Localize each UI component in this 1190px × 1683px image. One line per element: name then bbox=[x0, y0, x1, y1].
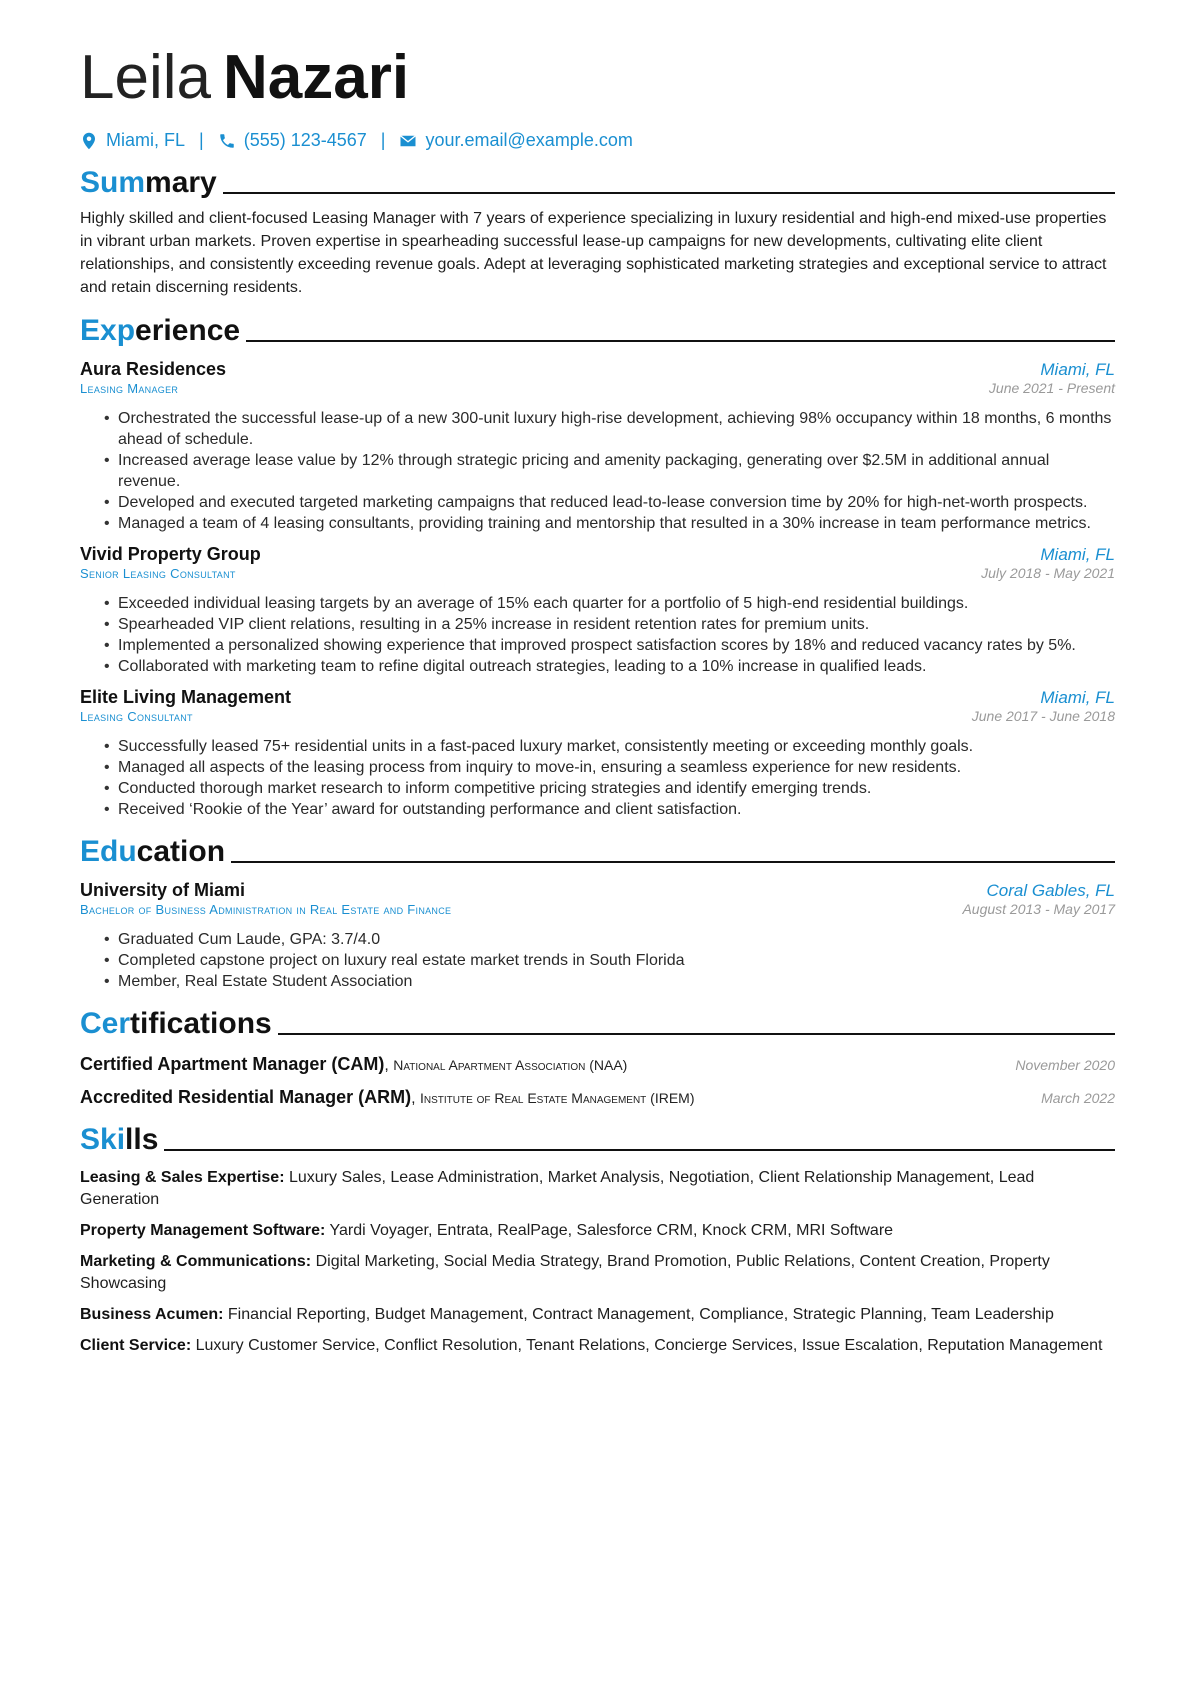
section-divider bbox=[223, 192, 1115, 194]
bullet-item: • Orchestrated the successful lease-up of a new 300-unit luxury high-rise development, achieving 98% occupancy within 18 months, 6 months ahead of schedule. bbox=[118, 408, 1115, 450]
skill-row bbox=[80, 1251, 1115, 1295]
cert-name: Accredited Residential Manager (ARM) bbox=[80, 1087, 412, 1107]
section-divider bbox=[246, 340, 1115, 342]
job-entry bbox=[80, 359, 1115, 534]
certification-item: Accredited Residential Manager (ARM), Institute of Real Estate Management (IREM) March 2022 bbox=[80, 1087, 1115, 1107]
skill-row bbox=[80, 1304, 1115, 1326]
experience-section-header bbox=[80, 313, 1115, 349]
bullet-item: • Developed and executed targeted marketing campaigns that reduced lead-to-lease conversion time by 20% for high-net-worth prospects. bbox=[118, 492, 1115, 513]
job-role: Leasing Consultant bbox=[80, 709, 193, 724]
contact-separator: | bbox=[380, 130, 386, 150]
school-location: Coral Gables, FL bbox=[986, 881, 1115, 900]
cert-issuer: Institute of Real Estate Management (IREM) bbox=[419, 1090, 695, 1106]
cert-date: November 2020 bbox=[1015, 1057, 1115, 1073]
bullet-item: • Member, Real Estate Student Association bbox=[118, 971, 1115, 992]
bullet-item: • Spearheaded VIP client relations, resulting in a 25% increase in resident retention rates for premium units. bbox=[118, 614, 1115, 635]
job-location: Miami, FL bbox=[1040, 545, 1115, 564]
contact-bar bbox=[80, 130, 1115, 151]
job-entry bbox=[80, 687, 1115, 820]
job-dates: June 2017 - June 2018 bbox=[971, 708, 1115, 724]
map-pin-icon bbox=[80, 132, 98, 150]
job-company: Aura Residences bbox=[80, 359, 227, 379]
skill-category: Leasing & Sales Expertise: bbox=[80, 1169, 285, 1186]
skills-section-header bbox=[80, 1122, 1115, 1158]
section-divider bbox=[278, 1033, 1115, 1035]
skill-row bbox=[80, 1220, 1115, 1242]
job-dates: July 2018 - May 2021 bbox=[981, 565, 1115, 581]
education-title: Education bbox=[80, 835, 226, 868]
job-bullets bbox=[80, 408, 1115, 534]
job-bullets bbox=[80, 736, 1115, 820]
bullet-item: • Completed capstone project on luxury real estate market trends in South Florida bbox=[118, 950, 1115, 971]
section-divider bbox=[164, 1149, 1115, 1151]
education-entry bbox=[80, 880, 1115, 992]
certifications-title: Certifications bbox=[80, 1007, 272, 1040]
contact-email[interactable]: your.email@example.com bbox=[425, 130, 633, 150]
education-section-header bbox=[80, 834, 1115, 870]
school-name: University of Miami bbox=[80, 880, 246, 900]
candidate-name bbox=[80, 40, 1115, 116]
skill-list: Digital Marketing, Social Media Strategy, Brand Promotion, Public Relations, Content Creation, Property Showcasing bbox=[80, 1253, 1050, 1292]
job-entry bbox=[80, 544, 1115, 677]
skill-row bbox=[80, 1167, 1115, 1211]
skill-category: Business Acumen: bbox=[80, 1306, 224, 1323]
job-bullets bbox=[80, 593, 1115, 677]
phone-icon bbox=[218, 132, 236, 150]
summary-text: Highly skilled and client-focused Leasing Manager with 7 years of experience specializing in luxury residential and high-end mixed-use properties in vibrant urban markets. Proven expertise in spearheading successful lease-up campaigns for new developments, cultivating elite client relationships, and consistently exceeding revenue goals. Adept at leveraging sophisticated marketing strategies and exceptional service to attract and retain discerning residents. bbox=[80, 210, 1107, 296]
bullet-item: • Conducted thorough market research to inform competitive pricing strategies and identify emerging trends. bbox=[118, 778, 1115, 799]
job-company: Vivid Property Group bbox=[80, 544, 261, 564]
skill-list: Financial Reporting, Budget Management, Contract Management, Compliance, Strategic Planning, Team Leadership bbox=[227, 1306, 1054, 1323]
bullet-item: • Increased average lease value by 12% through strategic pricing and amenity packaging, generating over $2.5M in additional annual revenue. bbox=[118, 450, 1115, 492]
skill-category: Client Service: bbox=[80, 1337, 192, 1354]
summary-section-header bbox=[80, 165, 1115, 201]
bullet-item: • Implemented a personalized showing experience that improved prospect satisfaction scores by 18% and reduced vacancy rates by 5%. bbox=[118, 635, 1115, 656]
education-bullets bbox=[80, 929, 1115, 992]
contact-separator: | bbox=[199, 130, 204, 150]
job-location: Miami, FL bbox=[1040, 688, 1115, 707]
last-name: Nazari bbox=[223, 43, 410, 112]
bullet-item: • Exceeded individual leasing targets by an average of 15% each quarter for a portfolio of 5 high-end residential buildings. bbox=[118, 593, 1115, 614]
education-dates: August 2013 - May 2017 bbox=[962, 901, 1115, 917]
skill-category: Marketing & Communications: bbox=[80, 1253, 312, 1270]
bullet-item: • Received ‘Rookie of the Year’ award for outstanding performance and client satisfaction. bbox=[118, 799, 1115, 820]
bullet-item: • Managed all aspects of the leasing process from inquiry to move-in, ensuring a seamless experience for new residents. bbox=[118, 757, 1115, 778]
cert-name: Certified Apartment Manager (CAM) bbox=[80, 1054, 385, 1074]
cert-date: March 2022 bbox=[1041, 1090, 1115, 1106]
certifications-section-header bbox=[80, 1006, 1115, 1042]
cert-issuer: National Apartment Association (NAA) bbox=[393, 1057, 628, 1073]
bullet-item: • Successfully leased 75+ residential units in a fast-paced luxury market, consistently meeting or exceeding monthly goals. bbox=[118, 736, 1115, 757]
envelope-icon bbox=[399, 132, 417, 150]
skills-title: Skills bbox=[80, 1123, 159, 1156]
skill-list: Luxury Sales, Lease Administration, Market Analysis, Negotiation, Client Relationship Management, Lead Generation bbox=[80, 1169, 1035, 1208]
bullet-item: • Managed a team of 4 leasing consultants, providing training and mentorship that resulted in a 30% increase in team performance metrics. bbox=[118, 513, 1115, 534]
skill-category: Property Management Software: bbox=[80, 1222, 326, 1239]
job-dates: June 2021 - Present bbox=[988, 380, 1115, 396]
section-divider bbox=[231, 861, 1115, 863]
job-company: Elite Living Management bbox=[80, 687, 292, 707]
job-location: Miami, FL bbox=[1040, 360, 1115, 379]
contact-location: Miami, FL bbox=[106, 130, 186, 150]
job-role: Senior Leasing Consultant bbox=[80, 566, 236, 581]
skill-list: Yardi Voyager, Entrata, RealPage, Salesforce CRM, Knock CRM, MRI Software bbox=[329, 1222, 894, 1239]
job-role: Leasing Manager bbox=[80, 381, 179, 396]
bullet-item: • Collaborated with marketing team to refine digital outreach strategies, leading to a 10% increase in qualified leads. bbox=[118, 656, 1115, 677]
experience-title: Experience bbox=[80, 314, 241, 347]
degree-name: Bachelor of Business Administration in Real Estate and Finance bbox=[80, 902, 452, 917]
bullet-item: • Graduated Cum Laude, GPA: 3.7/4.0 bbox=[118, 929, 1115, 950]
skill-list: Luxury Customer Service, Conflict Resolution, Tenant Relations, Concierge Services, Issue Escalation, Reputation Management bbox=[195, 1337, 1103, 1354]
certification-item: Certified Apartment Manager (CAM), National Apartment Association (NAA) November 2020 bbox=[80, 1054, 1115, 1074]
summary-title: Summary bbox=[80, 166, 217, 199]
first-name: Leila bbox=[80, 43, 211, 112]
contact-phone: (555) 123-4567 bbox=[243, 130, 367, 150]
skill-row bbox=[80, 1335, 1115, 1357]
